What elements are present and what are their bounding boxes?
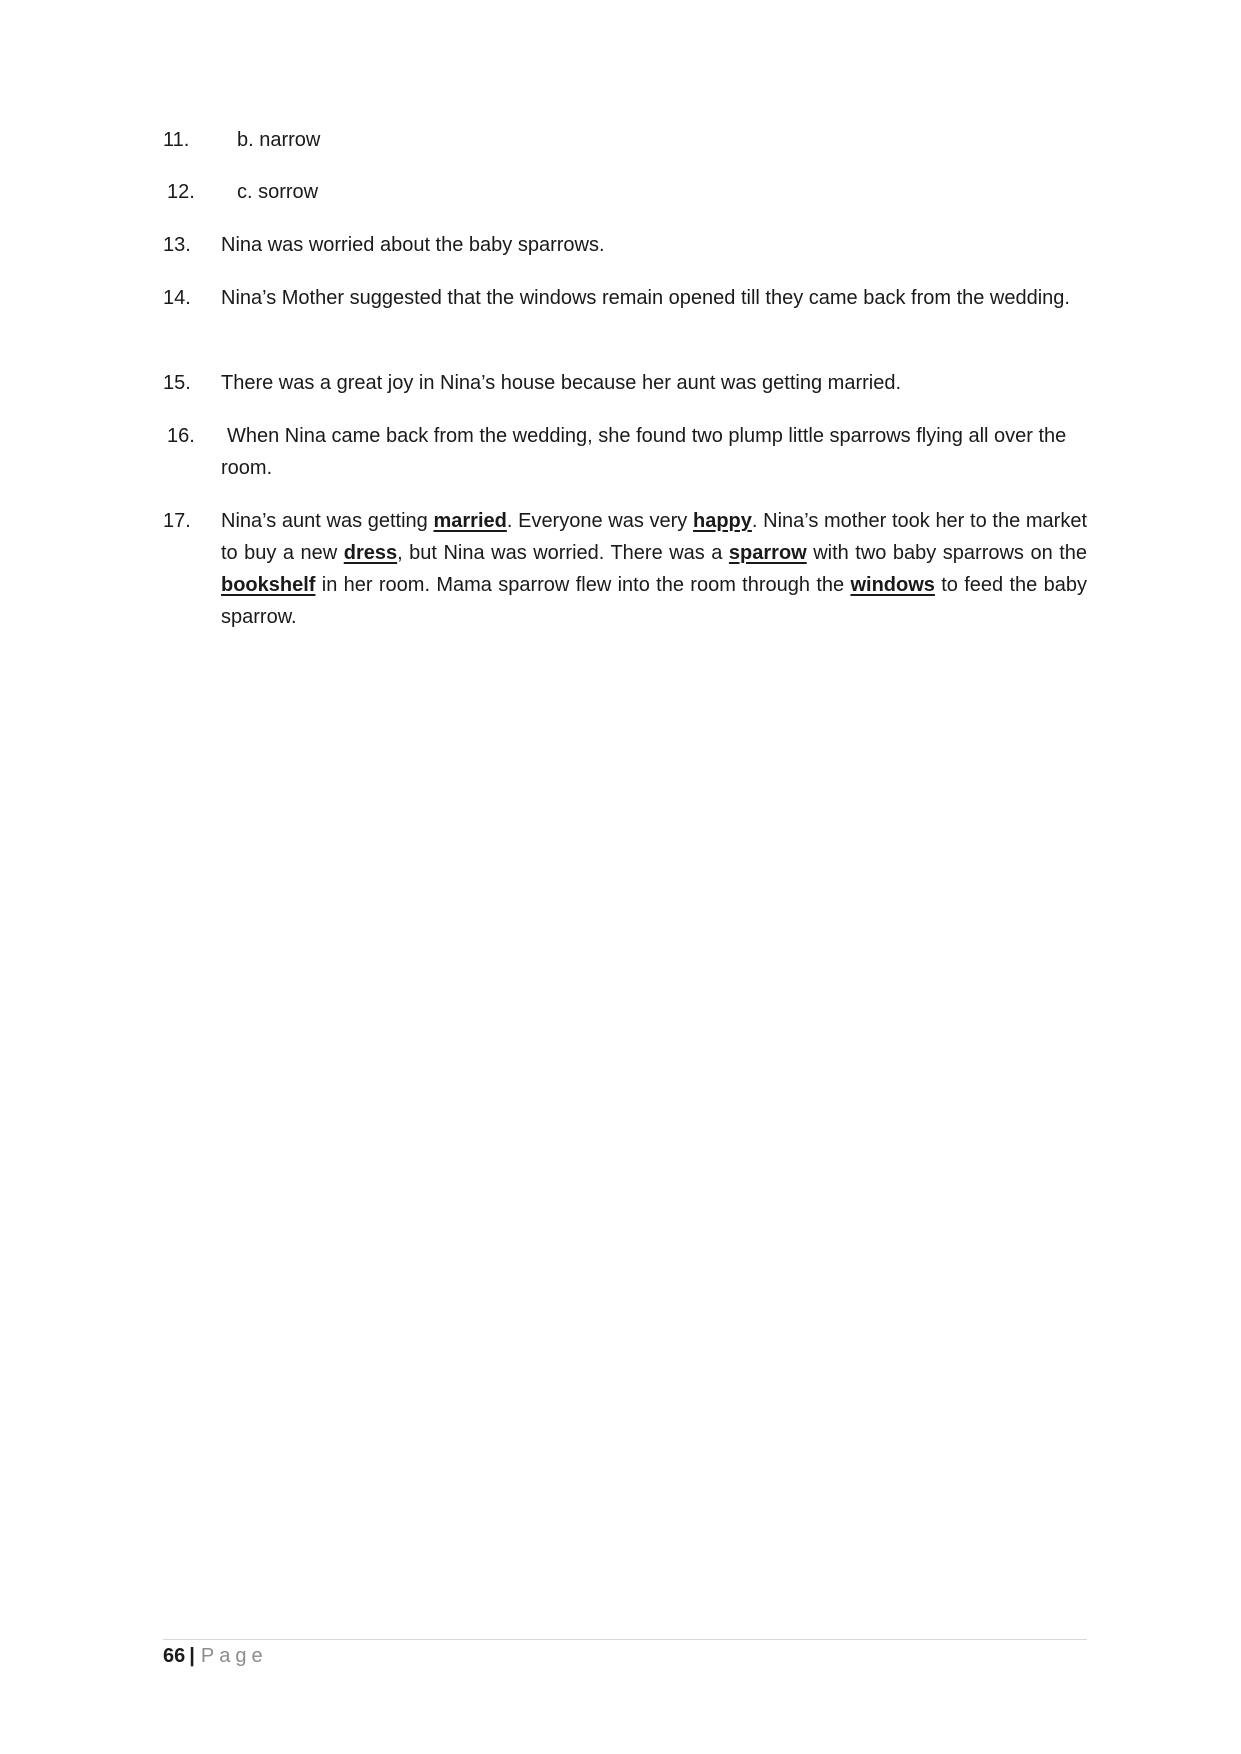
answer-text: Nina was worried about the baby sparrows. — [221, 234, 605, 256]
answer-number: 14. — [163, 287, 191, 309]
keyword-dress: dress — [343, 542, 398, 564]
answer-text: Nina’s Mother suggested that the windows remain opened till they came back from the wedding. — [221, 287, 1070, 309]
keyword-happy: happy — [692, 510, 752, 532]
keyword-sparrow: sparrow — [728, 542, 807, 564]
answer-number: 13. — [163, 234, 191, 256]
answer-number: 11. — [163, 129, 190, 151]
answer-number: 12. — [167, 181, 195, 203]
paragraph-text: in her room. Mama sparrow flew into the room through the — [315, 574, 851, 596]
page-number: 66 — [163, 1645, 186, 1667]
paragraph-text: . Nina’s mother took her to the market to buy a new — [221, 510, 1087, 564]
answer-text: b. narrow — [237, 129, 321, 151]
paragraph-text: . Everyone was very — [506, 510, 693, 532]
paragraph-text: Nina’s aunt was getting — [221, 510, 434, 532]
keyword-married: married — [433, 510, 507, 532]
answer-number: 17. — [163, 510, 191, 532]
keyword-windows: windows — [850, 574, 935, 596]
footer-separator: | — [189, 1645, 195, 1667]
footer-divider — [163, 1639, 1087, 1640]
answer-paragraph — [221, 505, 1087, 633]
page-label: Page — [200, 1645, 268, 1667]
answer-number: 16. — [167, 425, 195, 447]
keyword-bookshelf: bookshelf — [221, 574, 316, 596]
answer-text: c. sorrow — [237, 181, 319, 203]
paragraph-text: with two baby sparrows on the — [806, 542, 1087, 564]
paragraph-text: , but Nina was worried. There was a — [397, 542, 729, 564]
paragraph-text: to feed the baby sparrow. — [221, 574, 1087, 628]
answer-number: 15. — [163, 372, 191, 394]
answer-text: There was a great joy in Nina’s house because her aunt was getting married. — [221, 372, 902, 394]
answer-text: When Nina came back from the wedding, she found two plump little sparrows flying all over the room. — [221, 425, 1067, 479]
page-footer — [163, 1641, 268, 1671]
